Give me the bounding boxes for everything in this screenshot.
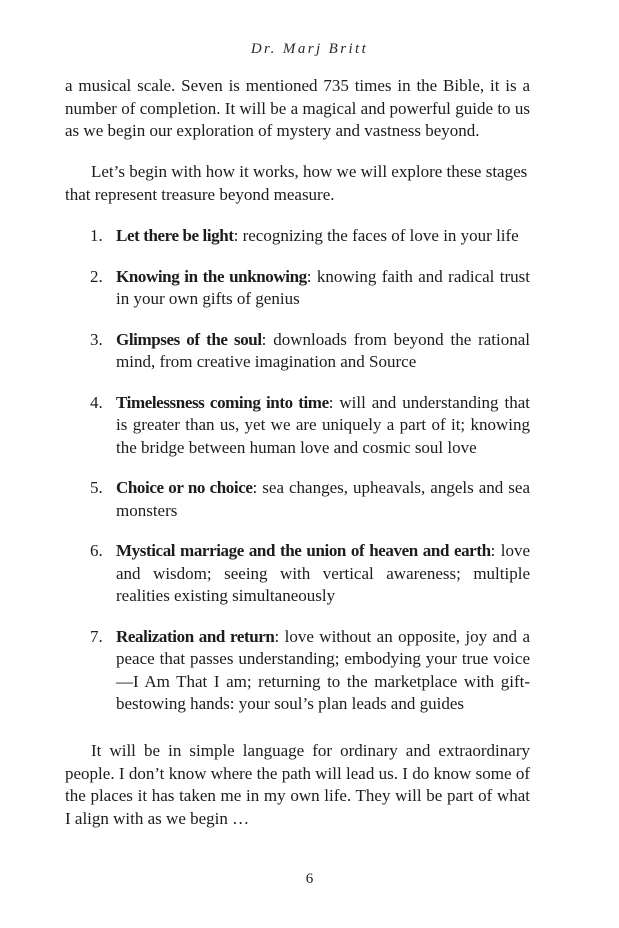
list-item-text — [116, 392, 530, 460]
list-item-text — [116, 225, 530, 248]
closing-paragraph: It will be in simple language for ordinary and extraordinary people. I don’t know where the path will lead us. I do know some of the places it has taken me in my own life. They will be part of what I align with as we begin … — [65, 741, 530, 828]
running-head: Dr. Marj Britt — [250, 41, 369, 57]
list-item — [65, 266, 530, 311]
list-item-text — [116, 266, 530, 311]
list-item-term: Realization and return — [116, 626, 275, 646]
list-item-term: Timelessness coming into time — [116, 392, 329, 412]
list-item-text — [116, 329, 530, 374]
list-item-description: : will and understanding that is greater than us, yet we are uniquely a part of it; knowing the bridge between human love and cosmic soul love — [116, 392, 530, 457]
list-item-description: : knowing faith and radical trust in your own gifts of genius — [116, 266, 530, 308]
list-item-text — [116, 626, 530, 716]
intro-paragraph: a musical scale. Seven is mentioned 735 times in the Bible, it is a number of completion. It will be a magical and powerful guide to us as we begin our exploration of mystery and vastness beyond. — [65, 76, 530, 140]
lead-in-paragraph: Let’s begin with how it works, how we will explore these stages that represent treasure beyond measure. — [65, 162, 528, 204]
list-item-term: Knowing in the unknowing — [116, 266, 307, 286]
list-item-description: : downloads from beyond the rational mind, from creative imagination and Source — [116, 329, 530, 371]
page-number: 6 — [305, 871, 314, 887]
list-item-number: 6. — [90, 541, 103, 560]
list-item-description: : recognizing the faces of love in your life — [233, 226, 519, 245]
list-item-description: : love without an opposite, joy and a peace that passes understanding; embodying your true voice—I Am That I am; returning to the marketplace with gift-bestowing hands: your soul’s plan leads and guides — [116, 626, 530, 713]
list-item-number: 1. — [90, 226, 103, 245]
stages-list — [65, 225, 530, 734]
list-item-number: 2. — [90, 266, 103, 286]
list-item — [65, 626, 530, 716]
list-item-number: 7. — [90, 626, 103, 646]
list-item-term: Let there be light — [116, 226, 234, 245]
list-item-text — [116, 540, 530, 608]
list-item-text — [116, 477, 530, 522]
list-item-number: 4. — [90, 392, 103, 412]
list-item-term: Choice or no choice — [116, 478, 253, 497]
list-item — [65, 329, 530, 374]
list-item — [65, 540, 530, 608]
list-item-number: 3. — [90, 329, 103, 349]
list-item — [65, 477, 530, 522]
list-item-term: Glimpses of the soul — [116, 329, 262, 349]
list-item-number: 5. — [90, 478, 103, 497]
list-item-description: : sea changes, upheavals, angels and sea monsters — [116, 478, 531, 520]
list-item-description: : love and wisdom; seeing with vertical awareness; multiple realities existing simultaneously — [116, 541, 530, 605]
list-item-term: Mystical marriage and the union of heaven and earth — [116, 541, 491, 560]
list-item — [65, 392, 530, 460]
list-item — [65, 225, 530, 248]
